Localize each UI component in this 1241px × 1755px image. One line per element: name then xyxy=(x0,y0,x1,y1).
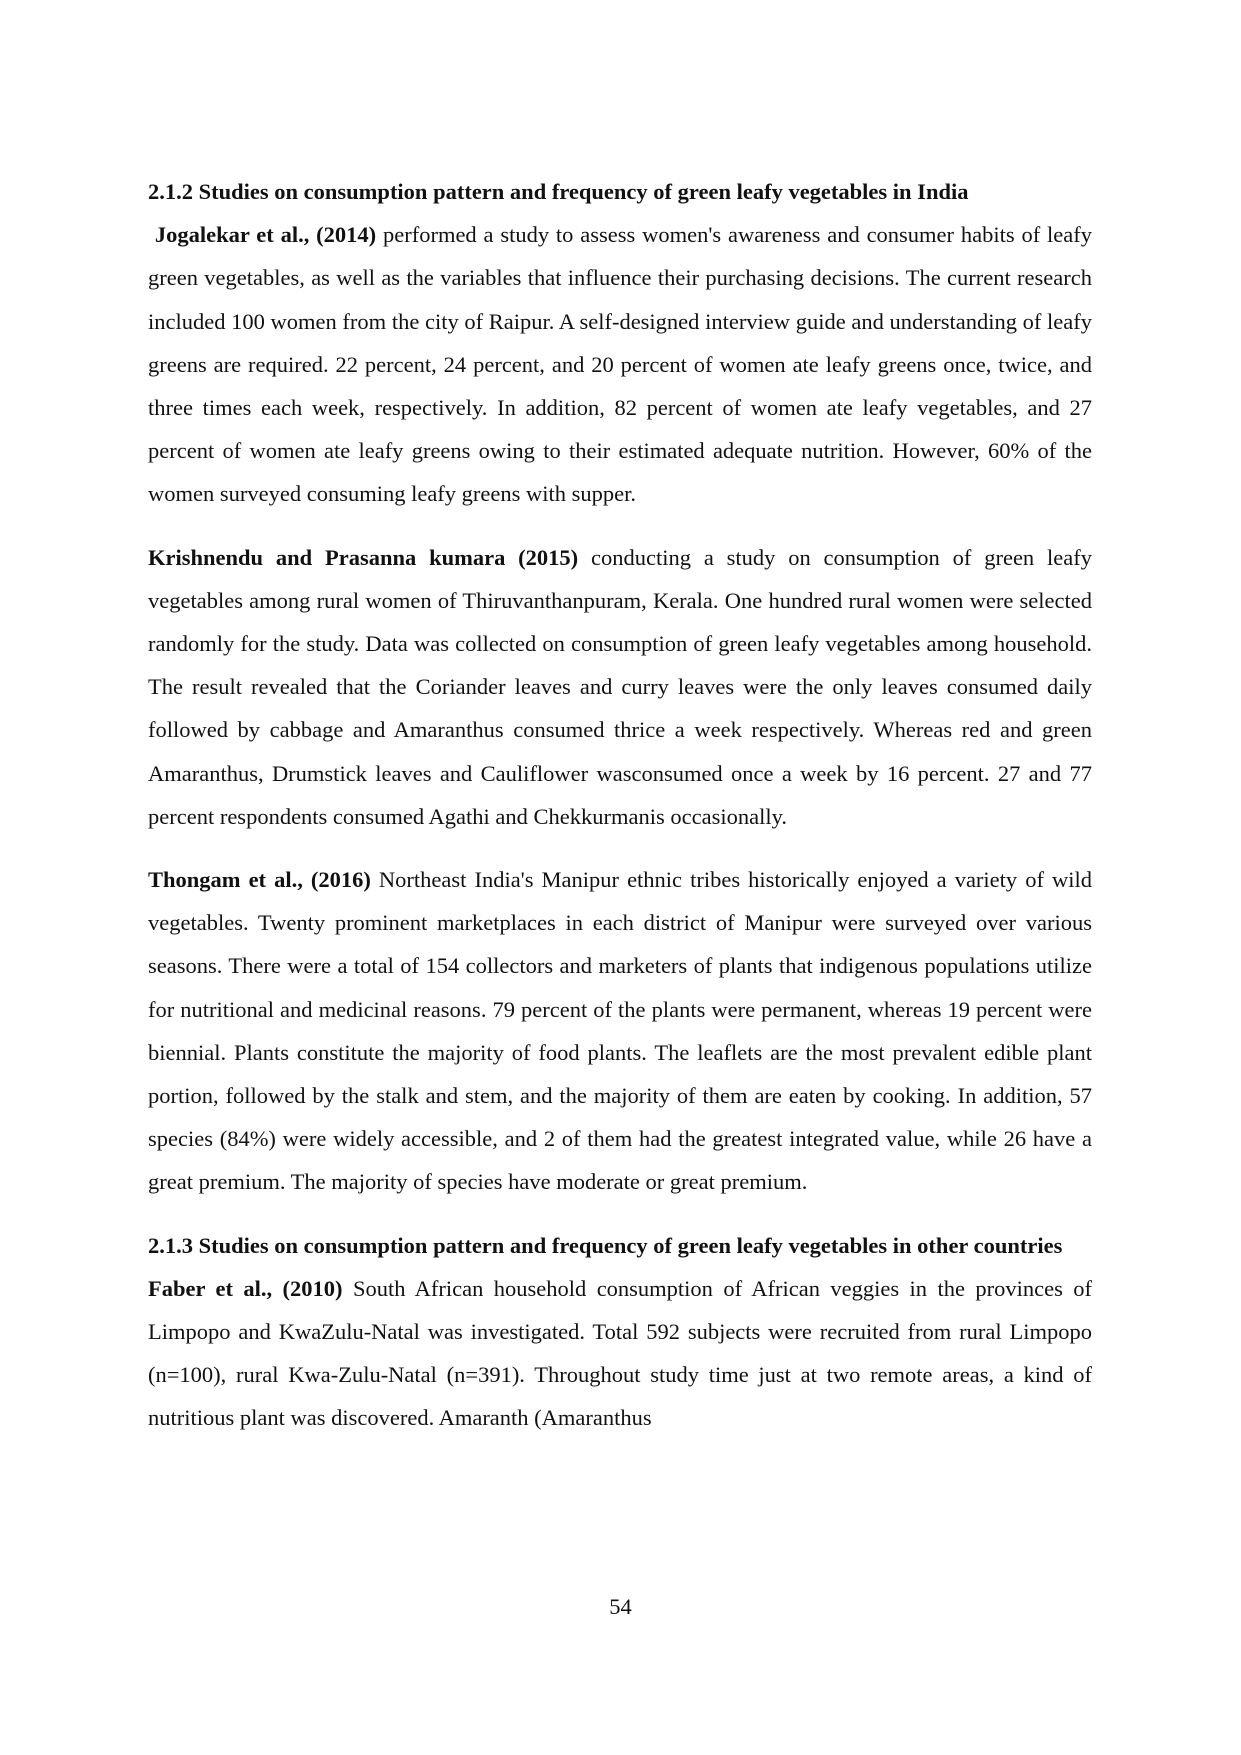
citation-lead: Thongam et al., (2016) xyxy=(148,867,371,893)
paragraph-jogalekar xyxy=(148,213,1092,515)
paragraph-thongam xyxy=(148,858,1092,1204)
section-heading-2-1-2: 2.1.2 Studies on consumption pattern and frequency of green leafy vegetables in India xyxy=(148,179,969,204)
paragraph-text: conducting a study on consumption of green leafy vegetables among rural women of Thiruvanthanpuram, Kerala. One hundred rural women were selected randomly for the study. Data was collected on consumption of green leafy vegetables among household. The result revealed that the Coriander leaves and curry leaves were the only leaves consumed daily followed by cabbage and Amaranthus consumed thrice a week respectively. Whereas red and green Amaranthus, Drumstick leaves and Cauliflower wasconsumed once a week by 16 percent. 27 and 77 percent respondents consumed Agathi and Chekkurmanis occasionally. xyxy=(148,544,1092,829)
citation-lead: Krishnendu and Prasanna kumara (2015) xyxy=(148,544,579,570)
paragraph-krishnendu xyxy=(148,536,1092,838)
paragraph-text: Northeast India's Manipur ethnic tribes historically enjoyed a variety of wild vegetables. Twenty prominent marketplaces in each district of Manipur were surveyed over various seasons. There were a total of 154 collectors and marketers of plants that indigenous populations utilize for nutritional and medicinal reasons. 79 percent of the plants were permanent, whereas 19 percent were biennial. Plants constitute the majority of food plants. The leaflets are the most prevalent edible plant portion, followed by the stalk and stem, and the majority of them are eaten by cooking. In addition, 57 species (84%) were widely accessible, and 2 of them had the greatest integrated value, while 26 have a great premium. The majority of species have moderate or great premium. xyxy=(148,867,1092,1195)
paragraph-text: performed a study to assess women's awareness and consumer habits of leafy green vegetables, as well as the variables that influence their purchasing decisions. The current research included 100 women from the city of Raipur. A self-designed interview guide and understanding of leafy greens are required. 22 percent, 24 percent, and 20 percent of women ate leafy greens once, twice, and three times each week, respectively. In addition, 82 percent of women ate leafy vegetables, and 27 percent of women ate leafy greens owing to their estimated adequate nutrition. However, 60% of the women surveyed consuming leafy greens with supper. xyxy=(148,222,1092,507)
page-number: 54 xyxy=(609,1594,632,1619)
citation-lead: Faber et al., (2010) xyxy=(148,1275,343,1301)
page-content xyxy=(148,170,1092,1460)
paragraph-faber xyxy=(148,1267,1092,1440)
paragraph-text: South African household consumption of African veggies in the provinces of Limpopo and KwaZulu-Natal was investigated. Total 592 subjects were recruited from rural Limpopo (n=100), rural Kwa-Zulu-Natal (n=391). Throughout study time just at two remote areas, a kind of nutritious plant was discovered. Amaranth (Amaranthus xyxy=(148,1275,1092,1431)
citation-lead: Jogalekar et al., (2014) xyxy=(154,222,377,248)
section-heading-2-1-3: 2.1.3 Studies on consumption pattern and frequency of green leafy vegetables in other countries xyxy=(148,1232,1063,1258)
